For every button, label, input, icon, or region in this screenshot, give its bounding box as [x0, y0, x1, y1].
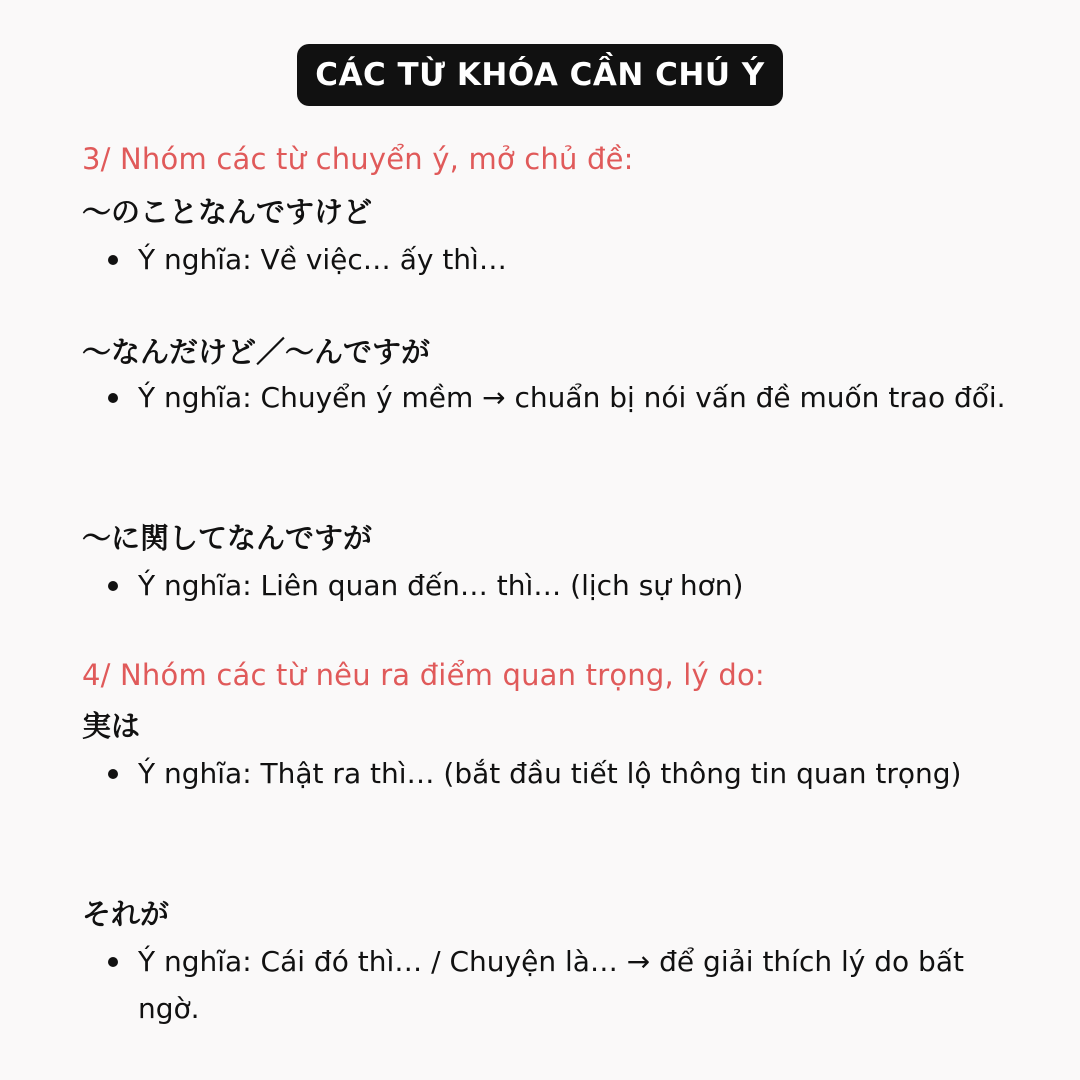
term-jitsuwa: 実は — [82, 709, 141, 743]
title-badge — [297, 44, 783, 106]
bullet-icon — [108, 769, 118, 779]
term-nandakedo: ～なんだけど／～んですが — [82, 335, 431, 369]
term-sorega: それが — [82, 897, 170, 931]
bullet-icon — [108, 581, 118, 591]
meaning-text: Ý nghĩa: Liên quan đến… thì… (lịch sự hơn) — [138, 569, 744, 602]
meaning-text: Ý nghĩa: Về việc… ấy thì… — [138, 243, 507, 276]
list-item — [108, 750, 1028, 797]
section-heading-3: 3/ Nhóm các từ chuyển ý, mở chủ đề: — [82, 142, 634, 176]
section-heading-4: 4/ Nhóm các từ nêu ra điểm quan trọng, lý do: — [82, 658, 765, 692]
term-nikanshite: ～に関してなんですが — [82, 521, 373, 555]
list-item — [108, 562, 1028, 609]
list-item — [108, 938, 1028, 1032]
bullet-icon — [108, 255, 118, 265]
meaning-text: Ý nghĩa: Cái đó thì… / Chuyện là… → để giải thích lý do bất ngờ. — [138, 945, 964, 1025]
list-item — [108, 236, 1028, 283]
page-title: CÁC TỪ KHÓA CẦN CHÚ Ý — [315, 57, 765, 93]
bullet-icon — [108, 957, 118, 967]
meaning-text: Ý nghĩa: Chuyển ý mềm → chuẩn bị nói vấn đề muốn trao đổi. — [138, 381, 1006, 414]
bullet-icon — [108, 393, 118, 403]
list-item — [108, 374, 1028, 421]
meaning-text: Ý nghĩa: Thật ra thì… (bắt đầu tiết lộ thông tin quan trọng) — [138, 757, 962, 790]
term-nokoto: ～のことなんですけど — [82, 195, 373, 229]
